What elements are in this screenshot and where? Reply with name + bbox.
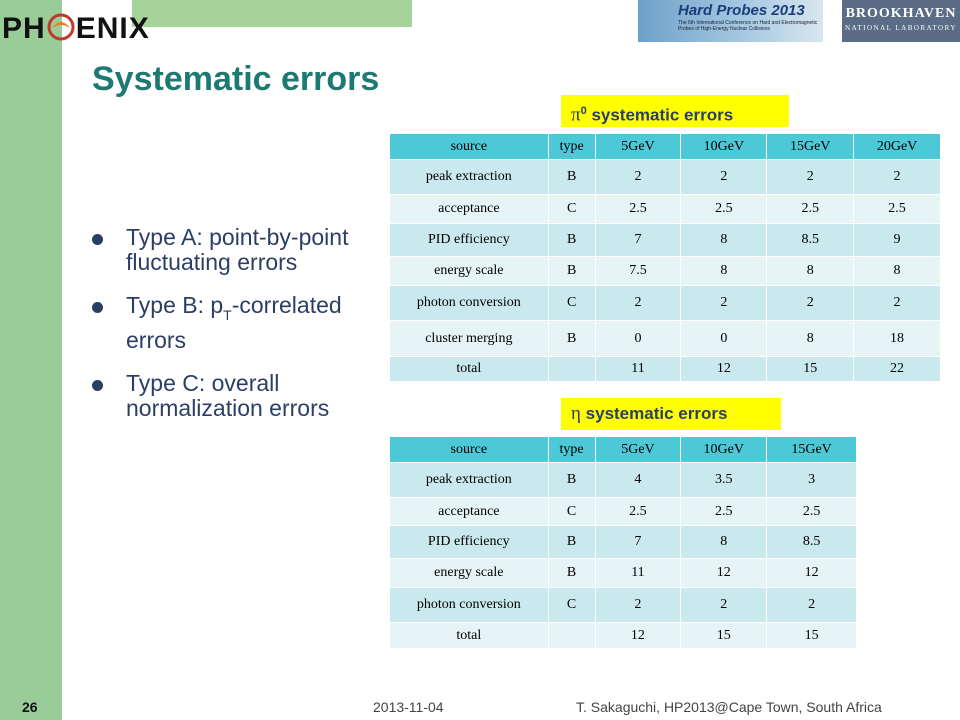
- table-row-total: [390, 357, 941, 382]
- table-cell: 2: [595, 588, 681, 623]
- table-cell: 0: [595, 321, 681, 357]
- table-row-total: [390, 623, 857, 649]
- table-cell: 9: [854, 224, 941, 257]
- table-cell: 22: [854, 357, 941, 382]
- table-cell: B: [548, 321, 595, 357]
- bullet-type-c: [90, 371, 350, 421]
- table-cell: 2: [595, 160, 681, 195]
- header-cell: 5GeV: [595, 134, 681, 160]
- table-cell: 18: [854, 321, 941, 357]
- table-cell: 12: [681, 357, 767, 382]
- table-cell: 8: [681, 526, 767, 559]
- bullet-type-b: [90, 293, 350, 353]
- table-cell: 2.5: [681, 195, 767, 224]
- phoenix-bird-icon: [46, 12, 76, 42]
- table-cell: photon conversion: [390, 588, 549, 623]
- table-cell: 2.5: [767, 195, 854, 224]
- lab-subtitle: NATIONAL LABORATORY: [845, 24, 957, 32]
- bullet-text: Type C: overall normalization errors: [126, 370, 330, 421]
- brookhaven-logo: [842, 0, 960, 42]
- table-cell: 12: [767, 559, 857, 588]
- table-cell: 3.5: [681, 463, 767, 498]
- header-cell: source: [390, 437, 549, 463]
- table-cell: 8: [854, 257, 941, 286]
- left-accent-bar: [0, 0, 62, 720]
- footer-author: T. Sakaguchi, HP2013@Cape Town, South Africa: [576, 699, 882, 715]
- table-cell: acceptance: [390, 498, 549, 526]
- table-cell: 7: [595, 224, 681, 257]
- table-cell: 8.5: [767, 526, 857, 559]
- table-cell: 8.5: [767, 224, 854, 257]
- table-cell: photon conversion: [390, 286, 549, 321]
- table-row: [390, 224, 941, 257]
- table-cell: [548, 623, 595, 649]
- table-row: [390, 498, 857, 526]
- bullet-text: Type A: point-by-point fluctuating errors: [126, 224, 349, 275]
- table-cell: 15: [767, 357, 854, 382]
- table-cell: 12: [681, 559, 767, 588]
- table-cell: B: [548, 224, 595, 257]
- table-cell: 2.5: [767, 498, 857, 526]
- bullet-text-post: -correlated errors: [126, 292, 342, 353]
- pi0-label-text: systematic errors: [586, 105, 734, 125]
- eta-label-text: systematic errors: [580, 404, 728, 423]
- table-cell: B: [548, 526, 595, 559]
- page-number: 26: [22, 699, 38, 715]
- bullet-list: [90, 225, 350, 439]
- table-cell: B: [548, 463, 595, 498]
- eta-symbol: η: [571, 403, 581, 424]
- table-cell: 0: [681, 321, 767, 357]
- conference-logo-subtitle: The 6th International Conference on Hard and Electromagnetic Probes of High-Energy Nuclear Collisions: [678, 20, 818, 32]
- table-cell: 2: [595, 286, 681, 321]
- table-cell: 8: [767, 321, 854, 357]
- table-cell: 2: [681, 160, 767, 195]
- table-cell: 8: [767, 257, 854, 286]
- table-cell: 12: [595, 623, 681, 649]
- table-cell: 2.5: [854, 195, 941, 224]
- table-row: [390, 160, 941, 195]
- header-cell: type: [548, 437, 595, 463]
- bullet-type-a: [90, 225, 350, 275]
- eta-table-label: [561, 398, 781, 430]
- header-cell: 20GeV: [854, 134, 941, 160]
- header-cell: 15GeV: [767, 134, 854, 160]
- bullet-dot-icon: [92, 380, 103, 391]
- header-cell: type: [548, 134, 595, 160]
- top-accent-band: [132, 0, 412, 27]
- table-cell: total: [390, 357, 549, 382]
- logo-right-text: ENIX: [75, 12, 150, 45]
- table-cell: 2: [854, 160, 941, 195]
- table-cell: peak extraction: [390, 463, 549, 498]
- table-cell: PID efficiency: [390, 224, 549, 257]
- table-cell: acceptance: [390, 195, 549, 224]
- table-cell: 15: [767, 623, 857, 649]
- eta-systematics-table: [389, 436, 857, 649]
- table-row: [390, 286, 941, 321]
- table-cell: total: [390, 623, 549, 649]
- table-cell: 11: [595, 357, 681, 382]
- table-cell: 2.5: [595, 498, 681, 526]
- phenix-logo: [2, 12, 150, 46]
- table-cell: 2.5: [681, 498, 767, 526]
- table-cell: C: [548, 286, 595, 321]
- pi0-table-label: [561, 95, 789, 127]
- table-row: [390, 321, 941, 357]
- lab-name: BROOKHAVEN: [845, 6, 957, 21]
- table-header-row: [390, 134, 941, 160]
- table-cell: B: [548, 257, 595, 286]
- pi-superscript: 0: [580, 105, 587, 117]
- table-cell: 7: [595, 526, 681, 559]
- table-cell: 4: [595, 463, 681, 498]
- table-cell: 11: [595, 559, 681, 588]
- table-row: [390, 195, 941, 224]
- table-cell: 2: [767, 160, 854, 195]
- header-cell: 10GeV: [681, 134, 767, 160]
- table-cell: cluster merging: [390, 321, 549, 357]
- bullet-dot-icon: [92, 234, 103, 245]
- table-cell: 8: [681, 257, 767, 286]
- table-row: [390, 559, 857, 588]
- table-row: [390, 588, 857, 623]
- table-cell: energy scale: [390, 257, 549, 286]
- pi-symbol: π: [571, 104, 581, 126]
- table-cell: 2.5: [595, 195, 681, 224]
- table-cell: B: [548, 160, 595, 195]
- pi0-systematics-table: [389, 133, 941, 382]
- table-header-row: [390, 437, 857, 463]
- bullet-subscript: T: [223, 307, 232, 323]
- header-cell: 15GeV: [767, 437, 857, 463]
- table-cell: C: [548, 195, 595, 224]
- table-cell: 2: [767, 588, 857, 623]
- conference-logo: [638, 0, 823, 42]
- table-cell: 15: [681, 623, 767, 649]
- header-cell: 10GeV: [681, 437, 767, 463]
- table-cell: energy scale: [390, 559, 549, 588]
- table-cell: peak extraction: [390, 160, 549, 195]
- table-row: [390, 257, 941, 286]
- bullet-text-pre: Type B: p: [126, 292, 224, 318]
- header-cell: source: [390, 134, 549, 160]
- table-cell: C: [548, 498, 595, 526]
- header-cell: 5GeV: [595, 437, 681, 463]
- table-row: [390, 526, 857, 559]
- table-cell: 2: [681, 588, 767, 623]
- table-cell: 2: [767, 286, 854, 321]
- table-cell: PID efficiency: [390, 526, 549, 559]
- table-cell: B: [548, 559, 595, 588]
- footer-date: 2013-11-04: [373, 699, 444, 715]
- table-cell: C: [548, 588, 595, 623]
- conference-logo-title: Hard Probes 2013: [678, 2, 805, 19]
- table-cell: 2: [854, 286, 941, 321]
- table-cell: 2: [681, 286, 767, 321]
- logo-left-text: PH: [2, 12, 46, 45]
- bullet-dot-icon: [92, 302, 103, 313]
- table-cell: 7.5: [595, 257, 681, 286]
- slide-title: Systematic errors: [92, 60, 380, 98]
- table-cell: 8: [681, 224, 767, 257]
- table-row: [390, 463, 857, 498]
- table-cell: 3: [767, 463, 857, 498]
- table-cell: [548, 357, 595, 382]
